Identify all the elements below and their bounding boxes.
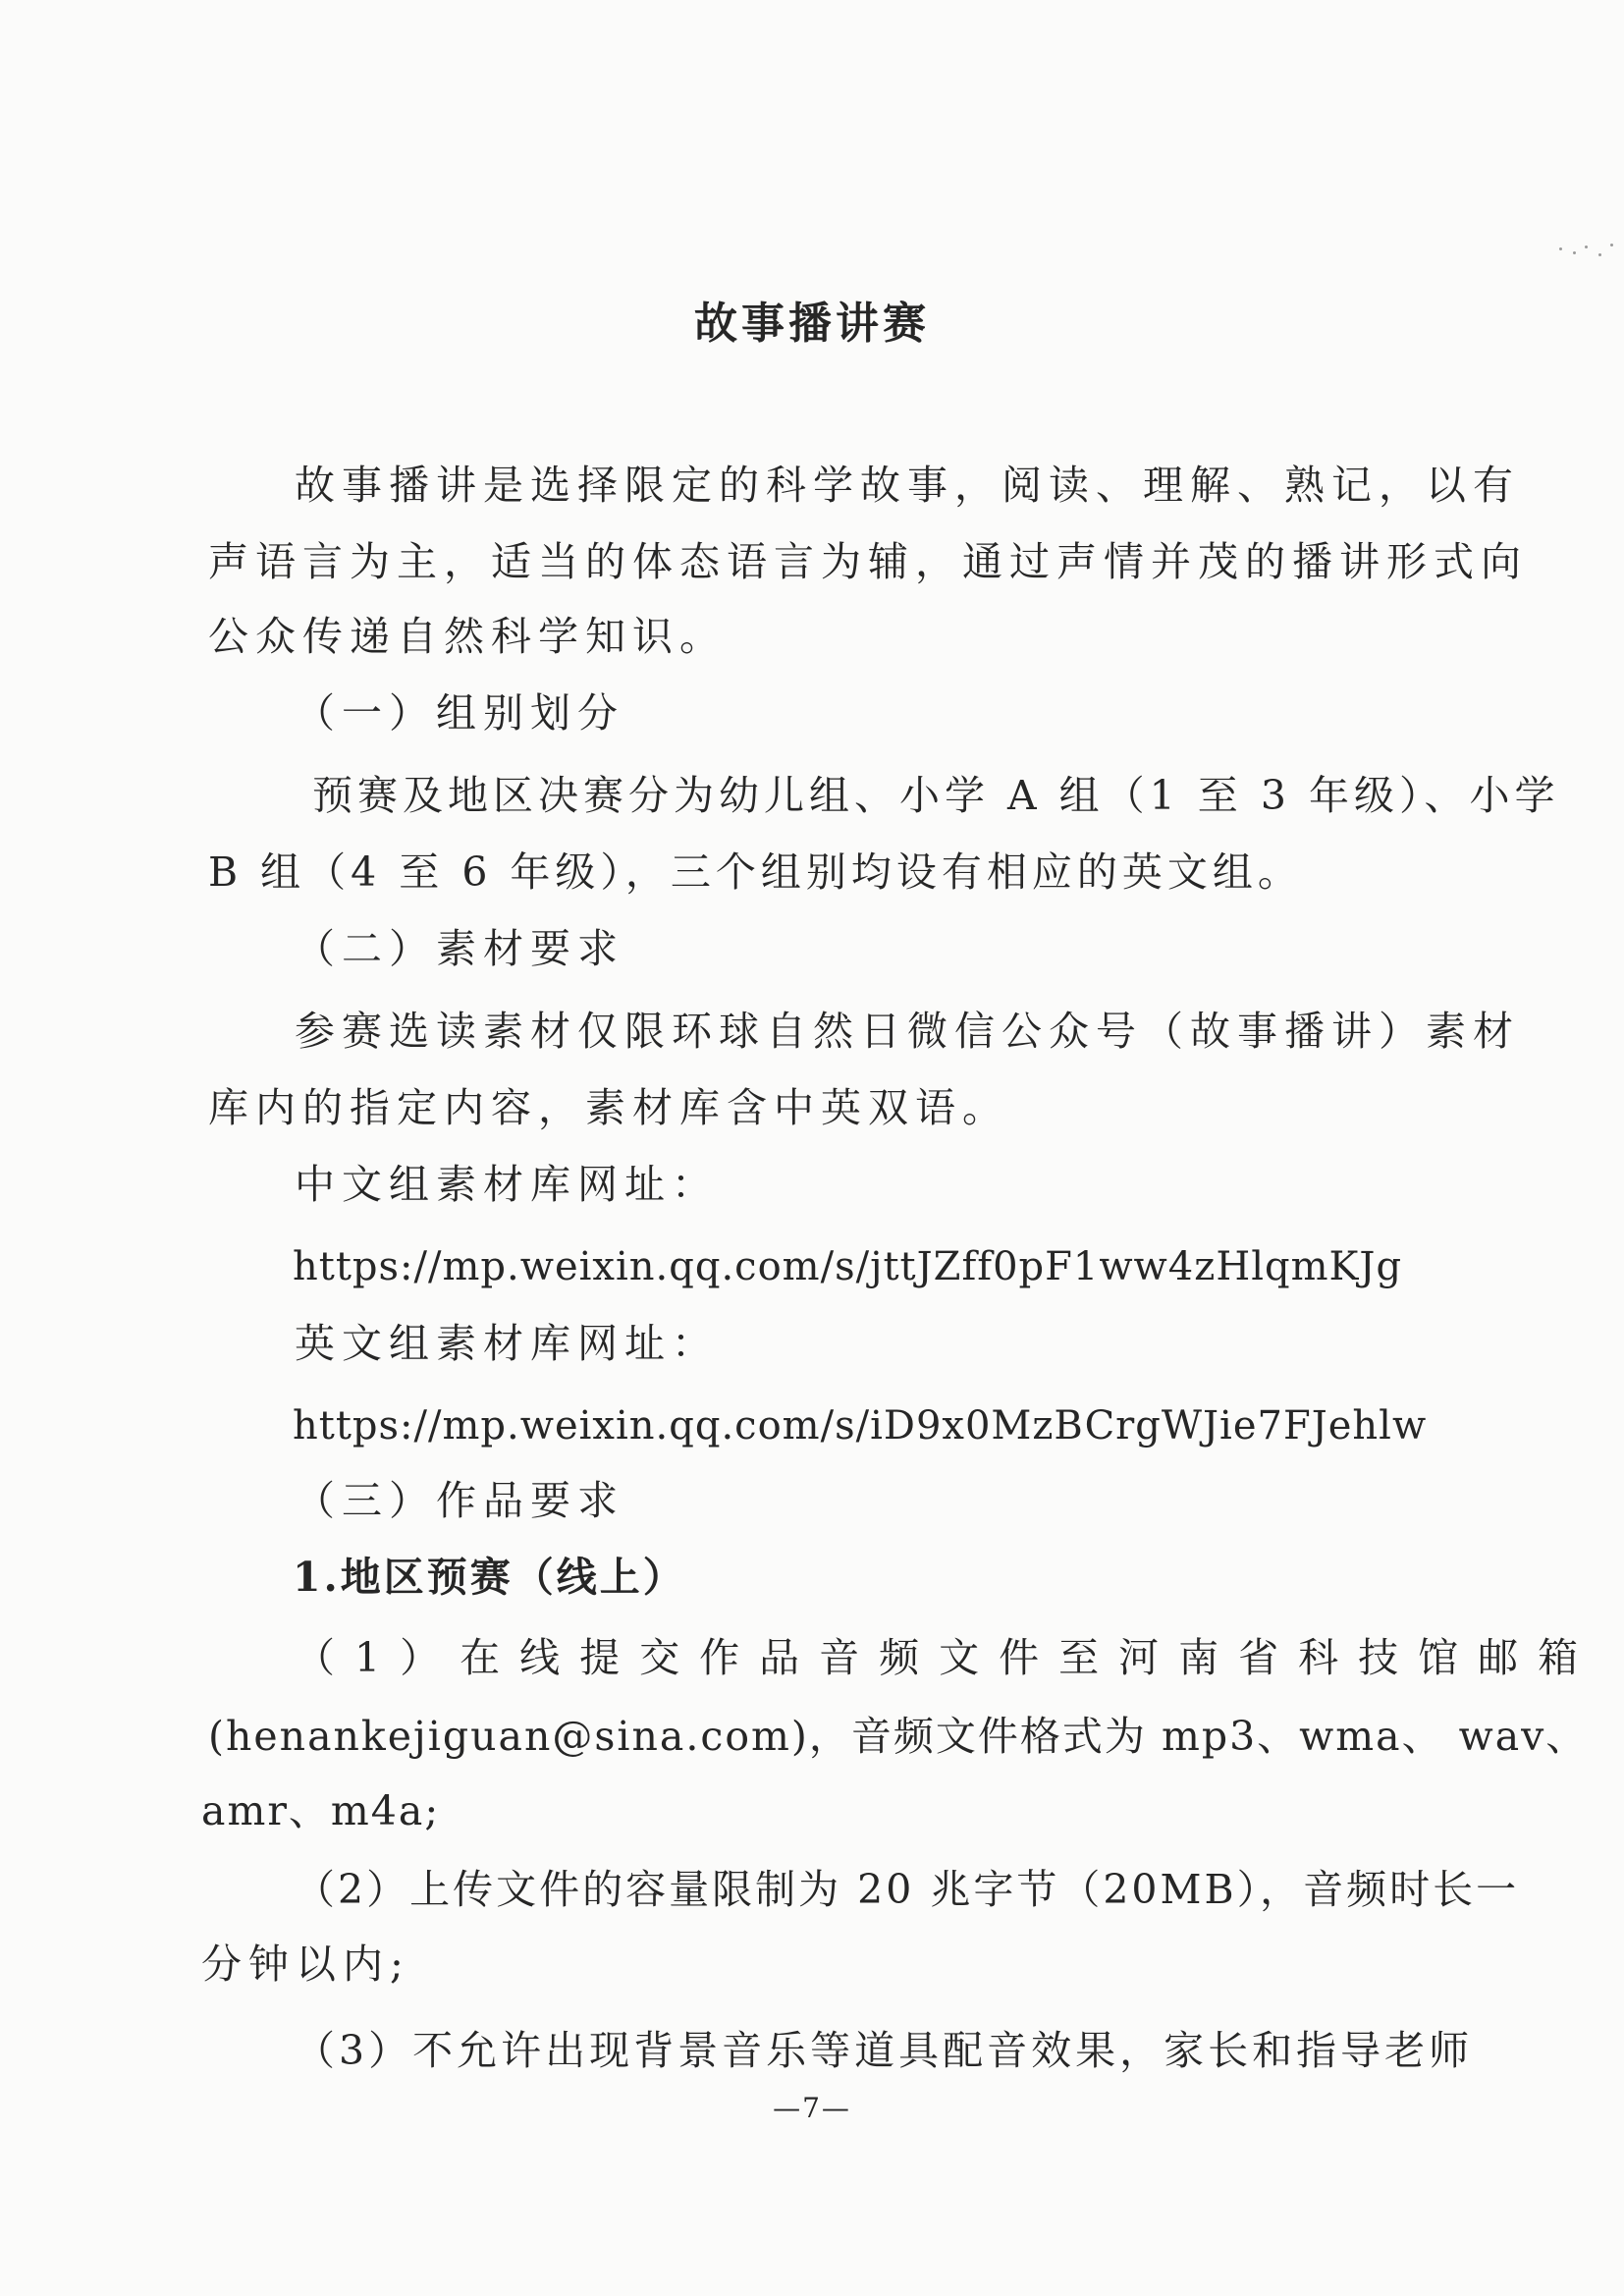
section3-heading: （三）作品要求 — [295, 1477, 624, 1524]
item1-line-1: （1）在线提交作品音频文件至河南省科技馆邮箱 — [295, 1634, 1598, 1681]
section2-body-line-1: 参赛选读素材仅限环球自然日微信公众号（故事播讲）素材 — [295, 1008, 1520, 1055]
intro-line-3: 公众传递自然科学知识。 — [208, 613, 727, 660]
item2-line-2: 分钟以内; — [201, 1941, 410, 1988]
scan-speck — [1573, 251, 1576, 254]
section1-body-line-1: 预赛及地区决赛分为幼儿组、小学 A 组（1 至 3 年级）、小学 — [312, 772, 1560, 819]
en-library-label: 英文组素材库网址： — [295, 1320, 719, 1367]
intro-line-1: 故事播讲是选择限定的科学故事，阅读、理解、熟记，以有 — [295, 462, 1520, 509]
document-title: 故事播讲赛 — [694, 299, 930, 349]
section2-body-line-2: 库内的指定内容，素材库含中英双语。 — [208, 1084, 1009, 1131]
item3-line-1: （3）不允许出现背景音乐等道具配音效果，家长和指导老师 — [295, 2027, 1474, 2074]
item1-line-2: (henankejiguan@sina.com)，音频文件格式为 mp3、wma、 wav、 — [208, 1713, 1589, 1760]
scan-speck — [1610, 244, 1613, 246]
scan-speck — [1559, 247, 1562, 250]
section3-sub1: 1.地区预赛（线上） — [293, 1554, 686, 1601]
item2-line-1: （2）上传文件的容量限制为 20 兆字节（20MB），音频时长一 — [295, 1866, 1520, 1913]
section1-body-line-2: B 组（4 至 6 年级），三个组别均设有相应的英文组。 — [208, 848, 1303, 896]
scan-speck — [1598, 253, 1601, 256]
section1-heading: （一）组别划分 — [295, 689, 624, 737]
cn-library-label: 中文组素材库网址： — [295, 1161, 719, 1208]
page-number: —7— — [773, 2092, 851, 2124]
scan-speck — [1585, 246, 1588, 248]
intro-line-2: 声语言为主，适当的体态语言为辅，通过声情并茂的播讲形式向 — [208, 538, 1528, 585]
section2-heading: （二）素材要求 — [295, 925, 624, 972]
cn-library-url[interactable]: https://mp.weixin.qq.com/s/jttJZff0pF1ww4zHlqmKJg — [293, 1244, 1403, 1289]
item1-line-3: amr、m4a; — [201, 1787, 441, 1834]
en-library-url[interactable]: https://mp.weixin.qq.com/s/iD9x0MzBCrgWJie7FJehlw — [293, 1403, 1428, 1449]
